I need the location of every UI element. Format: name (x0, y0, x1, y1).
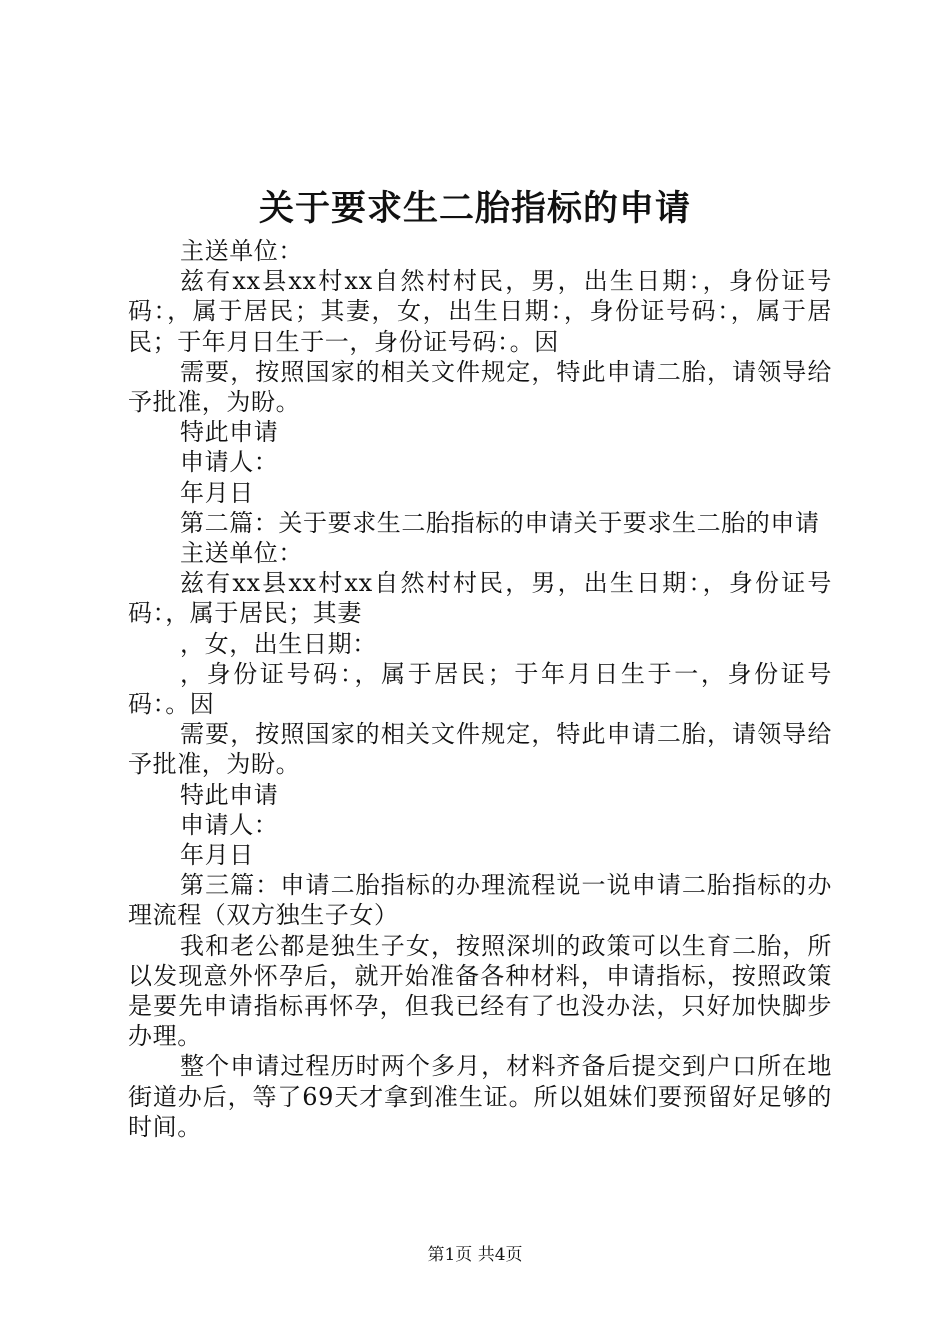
paragraph: 兹有xx县xx村xx自然村村民，男，出生日期：，身份证号码：，属于居民；其妻，女，出生日期：，身份证号码：，属于居民；于年月日生于一，身份证号码：。因 (128, 267, 832, 356)
paragraph: 主送单位： (180, 539, 303, 568)
paragraph: 申请人： (180, 810, 279, 839)
paragraph: 需要，按照国家的相关文件规定，特此申请二胎，请领导给予批准，为盼。 (128, 720, 832, 779)
page-footer: 第1页 共4页 (427, 1245, 523, 1265)
document-body (128, 236, 832, 1142)
paragraph: 申请人： (180, 448, 279, 477)
paragraph: 主送单位： (180, 237, 303, 265)
paragraph: 第三篇：申请二胎指标的办理流程说一说申请二胎指标的办理流程（双方独生子女） (128, 871, 832, 930)
paragraph: 年月日 (180, 841, 254, 870)
paragraph: 特此申请 (180, 780, 279, 809)
paragraph: ，女，出生日期： (180, 629, 377, 658)
paragraph: 年月日 (180, 478, 254, 507)
paragraph: 需要，按照国家的相关文件规定，特此申请二胎，请领导给予批准，为盼。 (128, 357, 832, 417)
paragraph: 我和老公都是独生子女，按照深圳的政策可以生育二胎，所以发现意外怀孕后，就开始准备各种材料，申请指标，按照政策是要先申请指标再怀孕，但我已经有了也没办法，只好加快脚步办理。 (128, 931, 832, 1051)
paragraph: 特此申请 (180, 418, 279, 447)
paragraph: 第二篇：关于要求生二胎指标的申请关于要求生二胎的申请 (180, 508, 820, 537)
document-title: 关于要求生二胎指标的申请 (258, 188, 691, 229)
paragraph: ，身份证号码：，属于居民；于年月日生于一，身份证号码：。因 (128, 659, 832, 719)
paragraph: 兹有xx县xx村xx自然村村民，男，出生日期：，身份证号码：，属于居民；其妻 (128, 569, 832, 628)
paragraph: 整个申请过程历时两个多月，材料齐备后提交到户口所在地街道办后，等了69天才拿到准生证。所以姐妹们要预留好足够的时间。 (128, 1052, 832, 1141)
